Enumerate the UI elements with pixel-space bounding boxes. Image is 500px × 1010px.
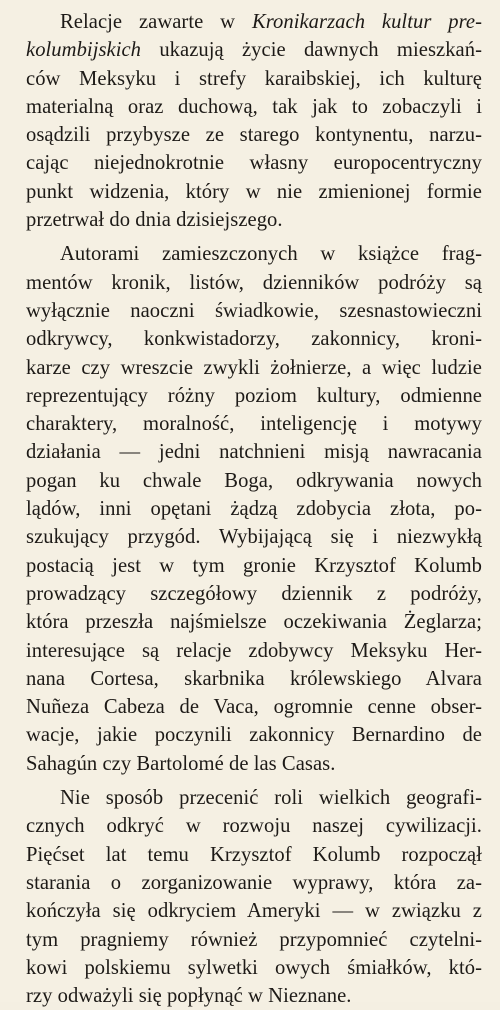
paragraph-1-line-6 (26, 149, 482, 177)
text-run: mentów kronik, listów, dzienników podróży są (26, 271, 482, 294)
text-run: postacią jest w tym gronie Krzysztof Kolumb (26, 554, 482, 577)
text-run: szukujący przygód. Wybijającą się i niezwykłą (26, 526, 482, 549)
paragraph-2-line-4 (26, 325, 482, 353)
text-run: wacje, jakie poczynili zakonnicy Bernardino de (26, 724, 482, 747)
text-run: charaktery, moralność, inteligencję i motywy (26, 413, 482, 436)
text-run: rzy odważyli się popłynąć w Nieznane. (26, 985, 352, 1008)
text-run: materialną oraz duchową, tak jak to zobaczyli i (26, 95, 482, 118)
text-run: przetrwał do dnia dzisiejszego. (26, 209, 283, 232)
paragraph-2-line-7 (26, 410, 482, 438)
text-run: ców Meksyku i strefy karaibskiej, ich kulturę (26, 67, 482, 90)
paragraph-2-line-14 (26, 608, 482, 636)
paragraph-3-line-2 (26, 812, 482, 840)
text-run: tym pragniemy również przypomnieć czytelni- (26, 928, 482, 951)
text-run: nana Cortesa, skarbnika królewskiego Alvara (26, 667, 482, 690)
text-run: starania o zorganizowanie wyprawy, która za- (26, 871, 482, 894)
paragraph-1-line-7 (26, 178, 482, 206)
paragraph-1-line-5 (26, 121, 482, 149)
text-run: działania — jedni natchnieni misją nawracania (26, 441, 482, 464)
text-run: lądów, inni opętani żądzą zdobycia złota, po- (26, 498, 482, 521)
paragraph-2-line-3 (26, 297, 482, 325)
paragraph-1-line-8 (26, 206, 482, 234)
paragraph-3-line-4 (26, 869, 482, 897)
text-run: kończyła się odkryciem Ameryki — w związku z (26, 900, 482, 923)
text-run: Nuñeza Cabeza de Vaca, ogromnie cenne obser- (26, 696, 482, 719)
paragraph-1-line-2 (26, 36, 482, 64)
paragraph-1-line-1 (26, 8, 482, 36)
paragraph-2-line-6 (26, 382, 482, 410)
paragraph-3-line-3 (26, 841, 482, 869)
paragraph-3-line-1 (26, 784, 482, 812)
text-run: interesujące są relacje zdobywcy Meksyku Her- (26, 639, 482, 662)
paragraph-2-line-1 (26, 240, 482, 268)
text-run: odkrywcy, konkwistadorzy, zakonnicy, kroni- (26, 328, 482, 351)
text-run: wyłącznie naoczni świadkowie, szesnastowieczni (26, 299, 482, 322)
text-run: która przeszła najśmielsze oczekiwania Żeglarza; (26, 611, 482, 634)
paragraph-3-line-8 (26, 982, 482, 1010)
italic-title-text: Kronikarzach kultur pre- (251, 11, 482, 33)
paragraph-2-line-8 (26, 438, 482, 466)
text-run: cając niejednokrotnie własny europocentryczny (26, 152, 482, 175)
paragraph-2-line-10 (26, 495, 482, 523)
text-run: Sahagún czy Bartolomé de las Casas. (26, 752, 336, 775)
text-run: karze czy wreszcie zwykli żołnierze, a więc ludzie (26, 356, 482, 379)
paragraph-2-line-12 (26, 552, 482, 580)
paragraph-1-line-3 (26, 65, 482, 93)
paragraph-2-line-11 (26, 523, 482, 551)
paragraph-2-line-15 (26, 637, 482, 665)
text-run: prowadzący szczegółowy dziennik z podróży, (26, 582, 482, 605)
paragraph-2-line-13 (26, 580, 482, 608)
text-run: Relacje zawarte w (60, 11, 252, 33)
paragraph-1-line-4 (26, 93, 482, 121)
text-run: cznych odkryć w rozwoju naszej cywilizacji. (26, 815, 482, 838)
paragraph-2-line-2 (26, 269, 482, 297)
text-run: osądzili przybysze ze starego kontynentu, narzu- (26, 124, 482, 147)
body-text (26, 8, 482, 1010)
text-run: Autorami zamieszczonych w książce frag- (60, 243, 482, 266)
text-run: Nie sposób przecenić roli wielkich geografi- (60, 787, 482, 810)
text-run: ukazują życie dawnych mieszkań- (141, 39, 482, 62)
paragraph-3-line-6 (26, 926, 482, 954)
paragraph-3-line-7 (26, 954, 482, 982)
text-run: pogan ku chwale Boga, odkrywania nowych (26, 469, 482, 492)
paragraph-3-line-5 (26, 897, 482, 925)
paragraph-2-line-9 (26, 467, 482, 495)
text-run: Pięćset lat temu Krzysztof Kolumb rozpoczął (26, 843, 482, 866)
paragraph-2-line-16 (26, 665, 482, 693)
text-run: punkt widzenia, który w nie zmienionej formie (26, 180, 482, 203)
paragraph-2-line-5 (26, 354, 482, 382)
italic-title-text: kolumbijskich (26, 39, 142, 62)
paragraph-2-line-18 (26, 721, 482, 749)
paragraph-2-line-17 (26, 693, 482, 721)
text-run: kowi polskiemu sylwetki owych śmiałków, któ- (26, 956, 482, 979)
text-run: reprezentujący różny poziom kultury, odmienne (26, 384, 482, 407)
paragraph-2-line-19 (26, 750, 482, 778)
